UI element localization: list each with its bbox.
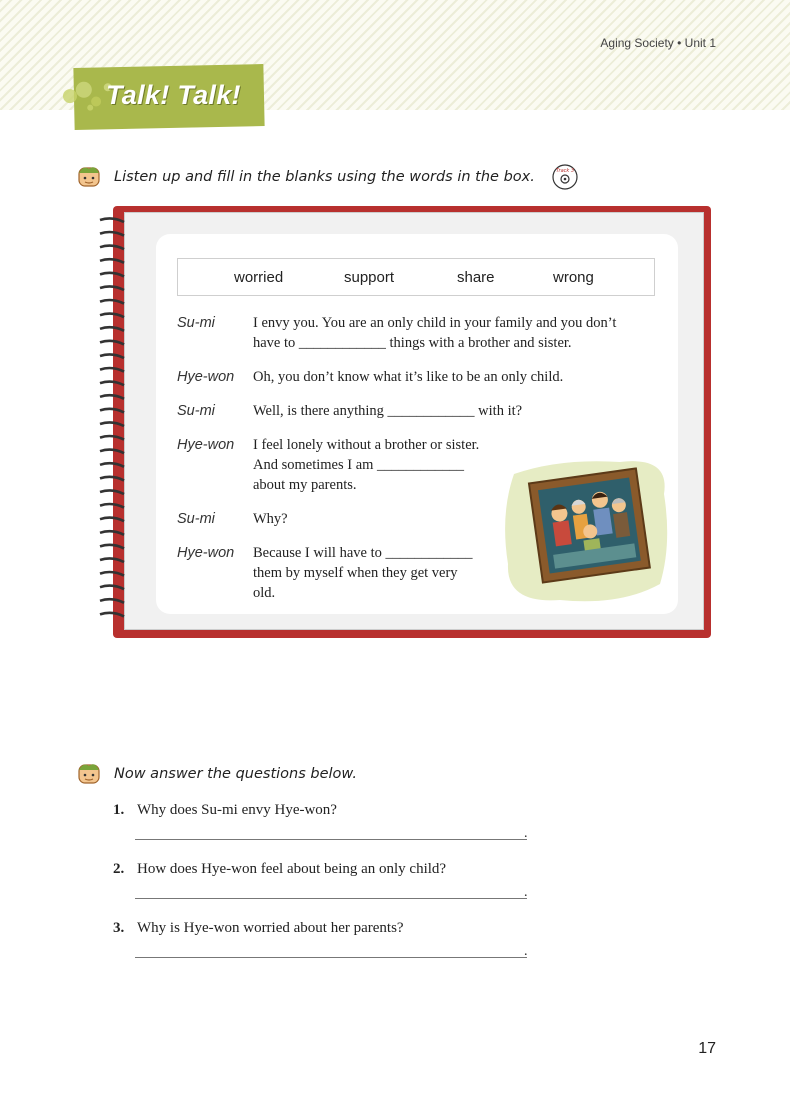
question-item xyxy=(113,861,446,878)
answer-period: . xyxy=(524,944,528,959)
spiral-ring xyxy=(100,218,124,222)
speaker-name: Su-mi xyxy=(177,315,215,331)
spiral-ring xyxy=(100,586,124,590)
spiral-ring xyxy=(100,409,124,413)
spiral-ring xyxy=(100,354,124,358)
student-head-icon xyxy=(76,164,102,190)
spiral-binding xyxy=(96,214,128,624)
answer-period: . xyxy=(524,826,528,841)
spiral-ring xyxy=(100,422,124,426)
spiral-ring xyxy=(100,327,124,331)
dialog-text: I envy you. You are an only child in your family and you don’t xyxy=(253,315,617,331)
spiral-ring xyxy=(100,300,124,304)
word-support: support xyxy=(344,269,395,286)
question-text: Why is Hye-won worried about her parents? xyxy=(137,920,404,936)
dialog-text: have to ____________ things with a brother and sister. xyxy=(253,335,572,351)
spiral-ring xyxy=(100,341,124,345)
listen-instruction-text: Listen up and fill in the blanks using the words in the box. xyxy=(114,169,535,185)
question-number: 2. xyxy=(113,861,125,877)
dialog-text: Oh, you don’t know what it’s like to be an only child. xyxy=(253,369,564,385)
spiral-ring xyxy=(100,395,124,399)
speaker-name: Su-mi xyxy=(177,403,215,419)
spiral-ring xyxy=(100,572,124,576)
spiral-ring xyxy=(100,246,124,250)
answer-line-2[interactable] xyxy=(135,898,527,899)
spiral-ring xyxy=(100,613,124,617)
spiral-ring xyxy=(100,286,124,290)
spiral-ring xyxy=(100,463,124,467)
unit-label: Aging Society • Unit 1 xyxy=(600,36,716,50)
dialog-text: Why? xyxy=(253,511,288,527)
answer-period: . xyxy=(524,885,528,900)
dialog-text: Because I will have to ____________ xyxy=(253,545,473,561)
spiral-ring xyxy=(100,477,124,481)
word-share: share xyxy=(457,269,495,286)
spiral-ring xyxy=(100,558,124,562)
spiral-ring xyxy=(100,436,124,440)
dialog-text: old. xyxy=(253,585,276,601)
dialog-text: And sometimes I am ____________ xyxy=(253,457,465,473)
question-text: Why does Su-mi envy Hye-won? xyxy=(137,802,337,818)
answer-instruction xyxy=(76,761,357,787)
word-worried: worried xyxy=(234,269,284,286)
spiral-ring xyxy=(100,545,124,549)
family-portrait-image xyxy=(500,454,672,608)
spiral-ring xyxy=(100,273,124,277)
spiral-ring xyxy=(100,599,124,603)
spiral-ring xyxy=(100,232,124,236)
dialog-text: them by myself when they get very xyxy=(253,565,458,581)
student-head-icon xyxy=(76,761,102,787)
spiral-ring xyxy=(100,504,124,508)
spiral-ring xyxy=(100,518,124,522)
question-number: 1. xyxy=(113,802,125,818)
speaker-name: Su-mi xyxy=(177,511,215,527)
speaker-name: Hye-won xyxy=(177,437,235,453)
spiral-ring xyxy=(100,450,124,454)
question-number: 3. xyxy=(113,920,125,936)
spiral-ring xyxy=(100,490,124,494)
spiral-ring xyxy=(100,259,124,263)
speaker-name: Hye-won xyxy=(177,369,235,385)
spiral-ring xyxy=(100,368,124,372)
spiral-ring xyxy=(100,314,124,318)
word-box xyxy=(177,258,655,296)
audio-track-icon[interactable] xyxy=(551,163,579,191)
question-item xyxy=(113,920,404,937)
speaker-name: Hye-won xyxy=(177,545,235,561)
question-item xyxy=(113,802,337,819)
answer-line-1[interactable] xyxy=(135,839,527,840)
dialog-text: I feel lonely without a brother or sister. xyxy=(253,437,480,453)
spiral-ring xyxy=(100,531,124,535)
word-wrong: wrong xyxy=(553,269,594,286)
listen-instruction xyxy=(76,163,579,191)
dialog-text: Well, is there anything ____________ with it? xyxy=(253,403,523,419)
page-number: 17 xyxy=(698,1040,716,1057)
answer-instruction-text: Now answer the questions below. xyxy=(114,766,357,782)
page-title: Talk! Talk! xyxy=(106,80,241,110)
spiral-ring xyxy=(100,382,124,386)
answer-line-3[interactable] xyxy=(135,957,527,958)
track-label: Track 3 xyxy=(555,168,574,174)
dialog-text: about my parents. xyxy=(253,477,357,493)
question-text: How does Hye-won feel about being an only child? xyxy=(137,861,447,877)
